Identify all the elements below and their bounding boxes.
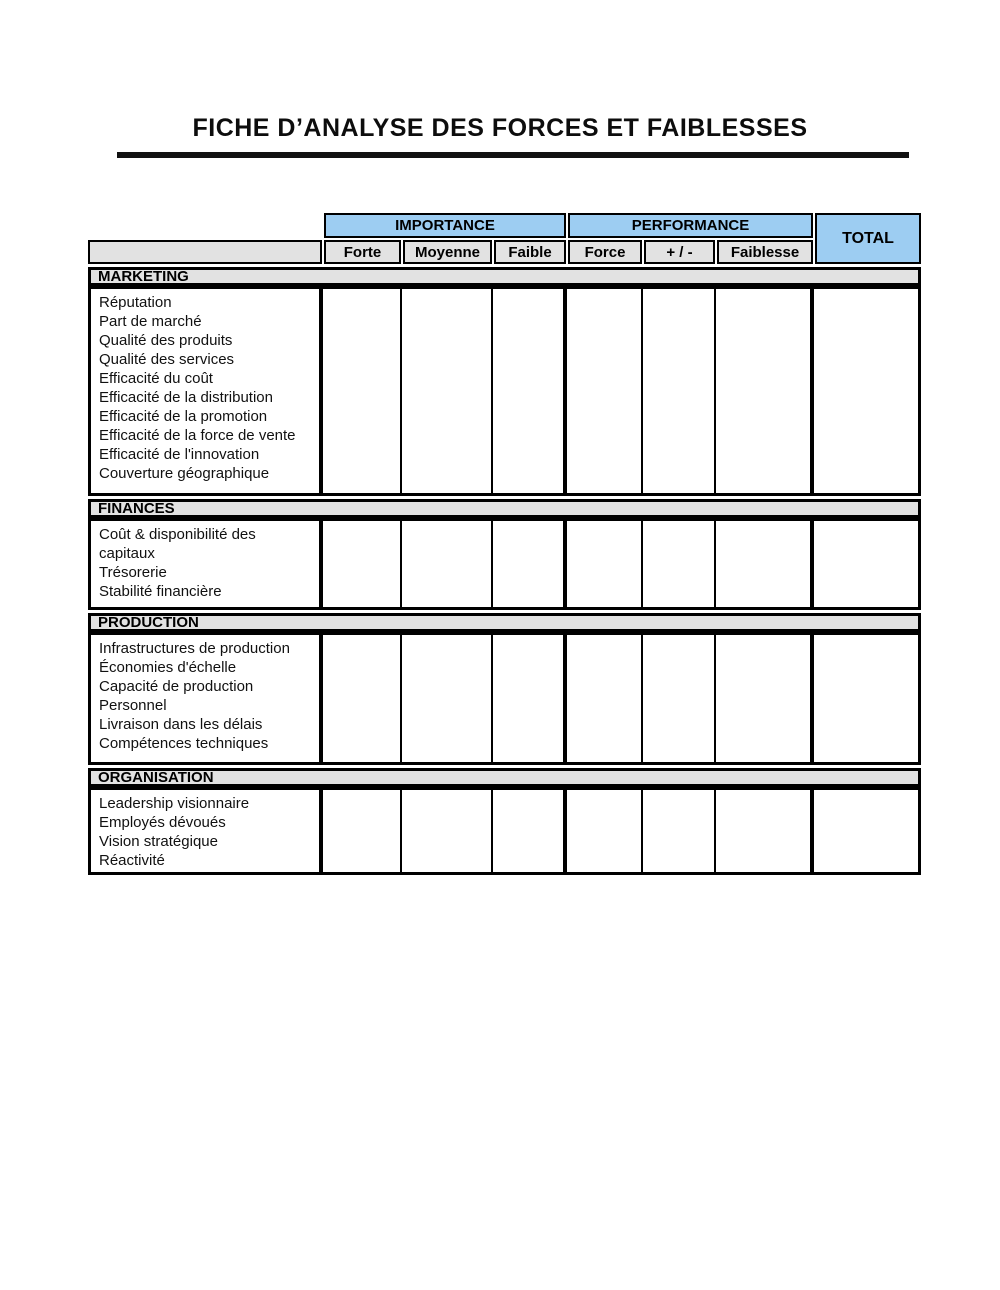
section-title-bar xyxy=(88,768,921,787)
input-cell-plus-minus xyxy=(643,289,716,493)
column-group-performance: PERFORMANCE xyxy=(568,213,813,238)
row-label: Livraison dans les délais xyxy=(99,716,263,733)
input-cell-forte xyxy=(323,289,402,493)
row-label: Infrastructures de production xyxy=(99,640,290,657)
section-body xyxy=(88,286,921,496)
row-label: Compétences techniques xyxy=(99,735,269,752)
input-cell-plus-minus xyxy=(643,521,716,607)
section-title-bar xyxy=(88,267,921,286)
input-cell-faiblesse xyxy=(716,790,814,872)
section-title: PRODUCTION xyxy=(98,614,199,631)
section-body xyxy=(88,518,921,610)
input-cell-plus-minus xyxy=(643,790,716,872)
row-label: Qualité des services xyxy=(99,351,235,368)
sections-container xyxy=(88,267,921,875)
row-label: Leadership visionnaire xyxy=(99,795,250,812)
input-cell-force xyxy=(567,521,643,607)
row-label: Part de marché xyxy=(99,313,202,330)
section-title: MARKETING xyxy=(98,268,189,285)
section-title: FINANCES xyxy=(98,500,175,517)
section-items-cell xyxy=(91,521,323,607)
section-items-cell xyxy=(91,635,323,762)
input-cell-force xyxy=(567,289,643,493)
row-label: Qualité des produits xyxy=(99,332,233,349)
input-cell-forte xyxy=(323,790,402,872)
input-cell-moyenne xyxy=(402,635,493,762)
row-label: Efficacité de l'innovation xyxy=(99,446,260,463)
column-header-forte: Forte xyxy=(324,240,401,264)
section-title: ORGANISATION xyxy=(98,769,214,786)
section-items-cell xyxy=(91,289,323,493)
column-header-plus-minus: + / - xyxy=(644,240,715,264)
column-group-importance: IMPORTANCE xyxy=(324,213,566,238)
input-cell-faiblesse xyxy=(716,521,814,607)
input-cell-faiblesse xyxy=(716,635,814,762)
row-label: Couverture géographique xyxy=(99,465,270,482)
input-cell-total xyxy=(814,521,918,607)
input-cell-total xyxy=(814,635,918,762)
section-items-cell xyxy=(91,790,323,872)
column-header-faiblesse: Faiblesse xyxy=(717,240,813,264)
input-cell-faible xyxy=(493,790,567,872)
section-title-bar xyxy=(88,499,921,518)
section-marketing xyxy=(88,267,921,496)
row-label: Efficacité de la promotion xyxy=(99,408,268,425)
input-cell-faible xyxy=(493,521,567,607)
input-cell-forte xyxy=(323,521,402,607)
row-label: Efficacité du coût xyxy=(99,370,213,387)
column-header-faible: Faible xyxy=(494,240,566,264)
input-cell-faible xyxy=(493,289,567,493)
section-body xyxy=(88,787,921,875)
row-label: Coût & disponibilité des capitaux xyxy=(99,526,256,562)
row-label: Capacité de production xyxy=(99,678,254,695)
row-label: Efficacité de la force de vente xyxy=(99,427,296,444)
input-cell-faiblesse xyxy=(716,289,814,493)
section-body xyxy=(88,632,921,765)
page-title: FICHE D’ANALYSE DES FORCES ET FAIBLESSES xyxy=(192,114,808,142)
column-header-force: Force xyxy=(568,240,642,264)
section-finances xyxy=(88,499,921,610)
row-label: Réputation xyxy=(99,294,172,311)
row-label: Stabilité financière xyxy=(99,583,222,600)
column-header-moyenne: Moyenne xyxy=(403,240,492,264)
row-label: Efficacité de la distribution xyxy=(99,389,273,406)
input-cell-forte xyxy=(323,635,402,762)
input-cell-total xyxy=(814,790,918,872)
input-cell-plus-minus xyxy=(643,635,716,762)
section-organisation xyxy=(88,768,921,875)
total-header-cell: TOTAL xyxy=(815,213,921,264)
input-cell-moyenne xyxy=(402,521,493,607)
section-title-bar xyxy=(88,613,921,632)
analysis-table xyxy=(88,213,921,875)
input-cell-total xyxy=(814,289,918,493)
header-spacer xyxy=(88,213,322,238)
title-rule xyxy=(117,152,909,158)
row-label: Personnel xyxy=(99,697,167,714)
input-cell-moyenne xyxy=(402,790,493,872)
row-label: Économies d'échelle xyxy=(99,659,237,676)
row-label: Trésorerie xyxy=(99,564,167,581)
input-cell-faible xyxy=(493,635,567,762)
input-cell-force xyxy=(567,790,643,872)
row-label: Vision stratégique xyxy=(99,833,218,850)
section-production xyxy=(88,613,921,765)
table-header xyxy=(88,213,921,264)
row-label: Réactivité xyxy=(99,852,165,869)
input-cell-moyenne xyxy=(402,289,493,493)
input-cell-force xyxy=(567,635,643,762)
empty-corner-cell xyxy=(88,240,322,264)
row-label: Employés dévoués xyxy=(99,814,226,831)
